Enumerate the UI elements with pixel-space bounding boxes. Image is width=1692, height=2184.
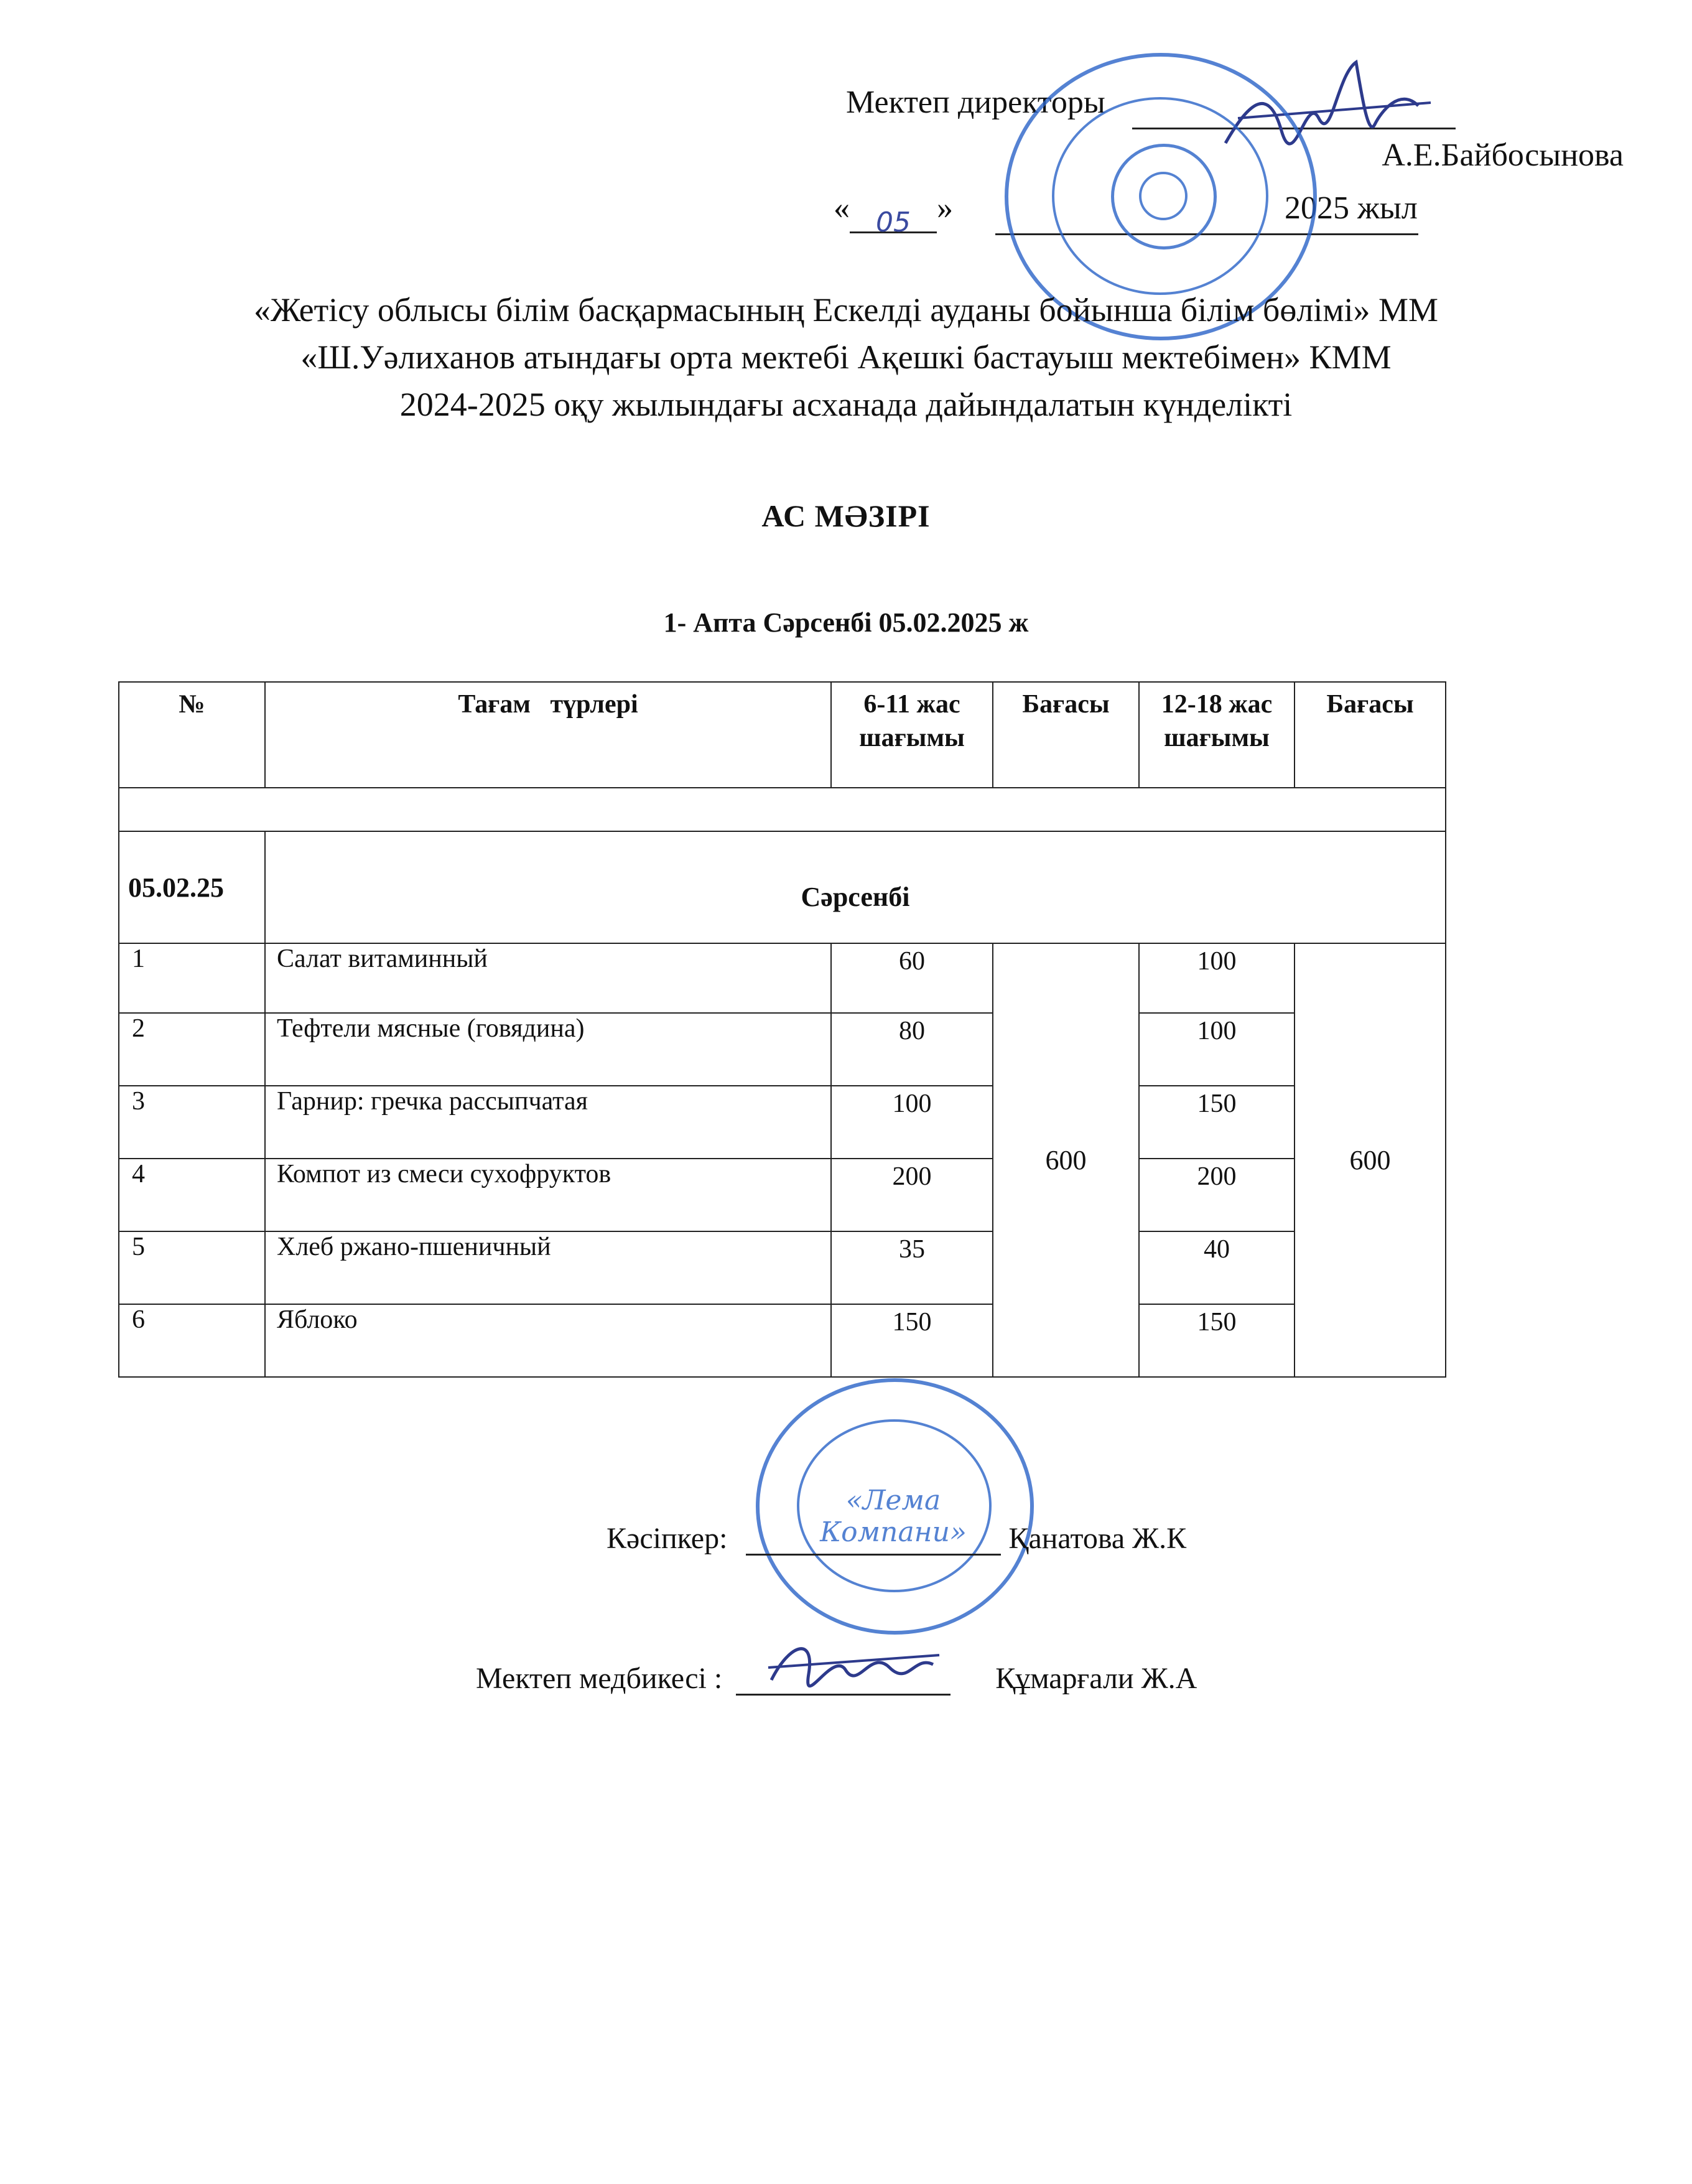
- table-row: 6 Яблоко 150 150: [119, 1304, 1446, 1377]
- date-day-field: 05: [850, 197, 937, 233]
- entrepreneur-signature-row: [607, 1521, 1186, 1556]
- table-row: 2 Тефтели мясные (говядина) 80 100: [119, 1013, 1446, 1086]
- page-subtitle: 1- Апта Сәрсенбі 05.02.2025 ж: [663, 607, 1029, 638]
- table-row: 1 Салат витаминный 60 600 100 600: [119, 943, 1446, 1013]
- company-stamp-name: «Лема Компани»: [820, 1485, 967, 1548]
- spacer-row: [119, 788, 1446, 831]
- header-line-2: «Ш.Уәлиханов атындағы орта мектебі Ақешкі бастауыш мектебімен» КММ: [300, 338, 1392, 376]
- director-label: Мектеп директоры: [846, 85, 1105, 120]
- document-header: [0, 286, 1692, 428]
- table-row: 4 Компот из смеси сухофруктов 200 200: [119, 1159, 1446, 1231]
- nurse-name: Құмарғали Ж.А: [995, 1662, 1197, 1695]
- director-name: А.Е.Байбосынова: [1382, 138, 1624, 173]
- page-title: АС МӘЗІРІ: [761, 498, 931, 533]
- date-year: 2025 жыл: [1285, 190, 1418, 226]
- header-price-12-18: Бағасы: [1295, 682, 1446, 788]
- price-6-11: 600: [993, 943, 1139, 1377]
- entrepreneur-label: Кәсіпкер:: [607, 1522, 728, 1555]
- header-number: №: [119, 682, 265, 788]
- header-line-3: 2024-2025 оқу жылындағы асханада дайындалатын күнделікті: [399, 386, 1293, 423]
- approval-date: « 05 » 2025 жыл: [834, 190, 1418, 238]
- day-name: Сәрсенбі: [265, 831, 1446, 943]
- price-12-18: 600: [1295, 943, 1446, 1377]
- nurse-signature: [765, 1630, 952, 1699]
- day-date: 05.02.25: [119, 831, 265, 943]
- table-row: 3 Гарнир: гречка рассыпчатая 100 150: [119, 1086, 1446, 1159]
- header-portion-6-11: 6-11 жас шағымы: [831, 682, 993, 788]
- menu-table: [118, 681, 1446, 1378]
- nurse-label: Мектеп медбикесі :: [476, 1662, 723, 1695]
- entrepreneur-signature-line: [746, 1523, 1001, 1556]
- header-price-6-11: Бағасы: [993, 682, 1139, 788]
- header-portion-12-18: 12-18 жас шағымы: [1139, 682, 1295, 788]
- company-stamp: [756, 1378, 1034, 1635]
- header-dish: Тағам түрлері: [265, 682, 831, 788]
- table-row: 5 Хлеб ржано-пшеничный 35 40: [119, 1231, 1446, 1304]
- entrepreneur-name: Қанатова Ж.К: [1008, 1522, 1187, 1555]
- header-line-1: «Жетісу облысы білім басқармасының Ескелді ауданы бойынша білім бөлімі» ММ: [253, 291, 1439, 329]
- kazakhstan-emblem-icon: [1111, 144, 1217, 250]
- day-row: [119, 831, 1446, 943]
- table-header-row: [119, 682, 1446, 788]
